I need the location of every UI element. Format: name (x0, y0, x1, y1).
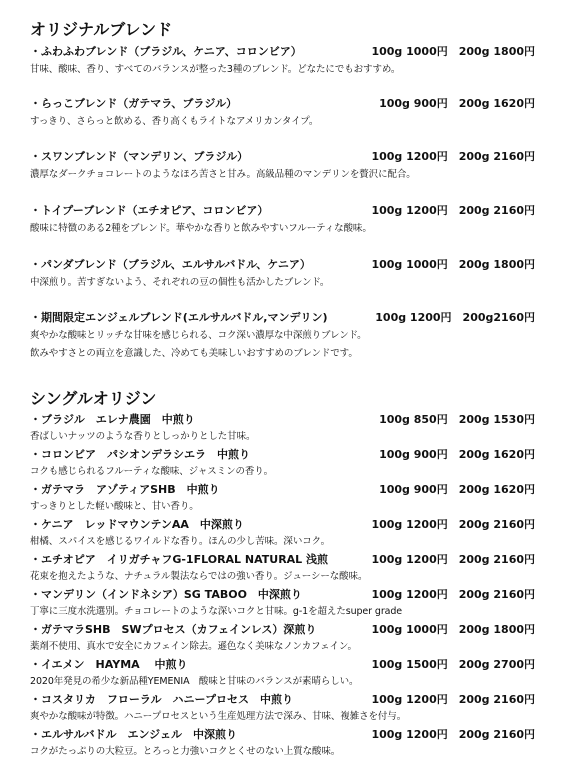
item-price: 100g 900円 200g 1620円 (379, 483, 535, 496)
item-description: 甘味、酸味、香り、すべてのバランスが整った3種のブレンド。どなたにでもおすすめ。 (30, 64, 401, 75)
menu-item (30, 411, 535, 445)
menu-item (30, 148, 535, 183)
menu-item-header (30, 691, 535, 708)
item-description: コクも感じられるフルーティな酸味、ジャスミンの香り。 (30, 466, 274, 477)
item-price: 100g 1200円 200g 2160円 (371, 693, 535, 706)
item-name: ・エチオピア イリガチャフG-1FLORAL NATURAL 浅煎 (30, 553, 329, 566)
menu-item-header (30, 726, 535, 743)
item-price: 100g 1200円 200g 2160円 (371, 588, 535, 601)
item-description: すっきり、さらっと飲める、香り高くもライトなアメリカンタイプ。 (30, 116, 319, 127)
item-description: 飲みやすさとの両立を意識した、冷めても美味しいおすすめのブレンドです。 (30, 348, 358, 359)
item-description: 薬剤不使用、真水で安全にカフェイン除去。遜色なく美味なノンカフェイン。 (30, 641, 357, 652)
item-name: ・エルサルバドル エンジェル 中深煎り (30, 728, 237, 741)
item-description: 丁寧に三度水洗選別。チョコレートのような深いコクと甘味。g-1を超えたsuper grade (30, 606, 403, 617)
item-name: ・パンダブレンド（ブラジル、エルサルバドル、ケニア） (30, 258, 311, 271)
item-price: 100g 1200円 200g 2160円 (371, 553, 535, 566)
item-description: すっきりとした軽い酸味と、甘い香り。 (30, 501, 199, 512)
item-price: 100g 1200円 200g 2160円 (371, 150, 535, 163)
menu-item-header (30, 516, 535, 533)
item-name: ・らっこブレンド（ガテマラ、ブラジル） (30, 97, 238, 110)
menu-item (30, 202, 535, 237)
menu-item (30, 586, 535, 620)
menu-item (30, 726, 535, 760)
menu-item-header (30, 446, 535, 463)
menu-item (30, 256, 535, 291)
menu-item (30, 516, 535, 550)
item-name: ・スワンブレンド（マンデリン、ブラジル） (30, 150, 249, 163)
item-price: 100g 1200円 200g 2160円 (371, 728, 535, 741)
item-price: 100g 900円 200g 1620円 (379, 448, 535, 461)
item-description: 2020年発見の希少な新品種YEMENIA 酸味と甘味のバランスが素晴らしい。 (30, 676, 359, 687)
menu-item (30, 621, 535, 655)
item-description: 香ばしいナッツのような香りとしっかりとした甘味。 (30, 431, 256, 442)
menu-item (30, 481, 535, 515)
menu-item-header (30, 309, 535, 326)
item-name: ・ケニア レッドマウンテンAA 中深煎り (30, 518, 244, 531)
original-blend-heading: オリジナルブレンド (30, 20, 173, 39)
item-name: ・ふわふわブレンド（ブラジル、ケニア、コロンビア） (30, 45, 302, 58)
item-description: 柑橘、スパイスを感じるワイルドな香り。ほんの少し苦味。深いコク。 (30, 536, 331, 547)
item-name: ・ガテマラ アゾティアSHB 中煎り (30, 483, 220, 496)
menu-item-header (30, 621, 535, 638)
item-price: 100g 900円 200g 1620円 (379, 97, 535, 110)
item-name: ・ブラジル エレナ農園 中煎り (30, 413, 195, 426)
menu-item-header (30, 411, 535, 428)
item-name: ・ガテマラSHB SWプロセス（カフェインレス）深煎り (30, 623, 317, 636)
menu-item (30, 446, 535, 480)
menu-item-header (30, 656, 535, 673)
menu-item (30, 691, 535, 725)
menu-item-header (30, 202, 535, 219)
item-price: 100g 1000円 200g 1800円 (371, 45, 535, 58)
menu-item-header (30, 586, 535, 603)
item-description: 濃厚なダークチョコレートのようなほろ苦さと甘み。高級品種のマンデリンを贅沢に配合。 (30, 169, 416, 180)
item-price: 100g 1000円 200g 1800円 (371, 258, 535, 271)
menu-item-header (30, 43, 535, 60)
menu-item-header (30, 148, 535, 165)
menu-item (30, 43, 535, 78)
item-description: 花束を抱えたような、ナチュラル製法ならではの強い香り。ジューシーな酸味。 (30, 571, 368, 582)
item-price: 100g 1200円 200g2160円 (375, 311, 535, 324)
item-description: コクがたっぷりの大粒豆。とろっと力強いコクとくせのない上質な酸味。 (30, 746, 341, 757)
menu-item (30, 656, 535, 690)
menu-item-header (30, 256, 535, 273)
menu-item-header (30, 95, 535, 112)
item-name: ・マンデリン（インドネシア）SG TABOO 中深煎り (30, 588, 302, 601)
item-name: ・トイプーブレンド（エチオピア、コロンビア） (30, 204, 269, 217)
item-price: 100g 1500円 200g 2700円 (371, 658, 535, 671)
item-description: 中深煎り。苦すぎないよう、それぞれの豆の個性も活かしたブレンド。 (30, 277, 330, 288)
menu-item (30, 95, 535, 130)
item-price: 100g 1200円 200g 2160円 (371, 518, 535, 531)
menu-item (30, 309, 535, 362)
item-description: 爽やかな酸味が特徴。ハニープロセスという生産処理方法で深み、甘味、複雑さを付与。 (30, 711, 407, 722)
menu-item (30, 551, 535, 585)
item-name: ・コロンビア パシオンデラシエラ 中煎り (30, 448, 250, 461)
item-name: ・期間限定エンジェルブレンド(エルサルバドル,マンデリン) (30, 311, 328, 324)
item-price: 100g 1200円 200g 2160円 (371, 204, 535, 217)
menu-item-header (30, 551, 535, 568)
item-name: ・イエメン HAYMA 中煎り (30, 658, 188, 671)
menu-item-header (30, 481, 535, 498)
item-name: ・コスタリカ フローラル ハニープロセス 中煎り (30, 693, 294, 706)
single-origin-heading: シングルオリジン (30, 389, 157, 408)
item-description: 酸味に特徴のある2種をブレンド。華やかな香りと飲みやすいフルーティな酸味。 (30, 223, 372, 234)
item-price: 100g 1000円 200g 1800円 (371, 623, 535, 636)
item-description: 爽やかな酸味とリッチな甘味を感じられる、コク深い濃厚な中深煎りブレンド。 (30, 330, 367, 341)
item-price: 100g 850円 200g 1530円 (379, 413, 535, 426)
